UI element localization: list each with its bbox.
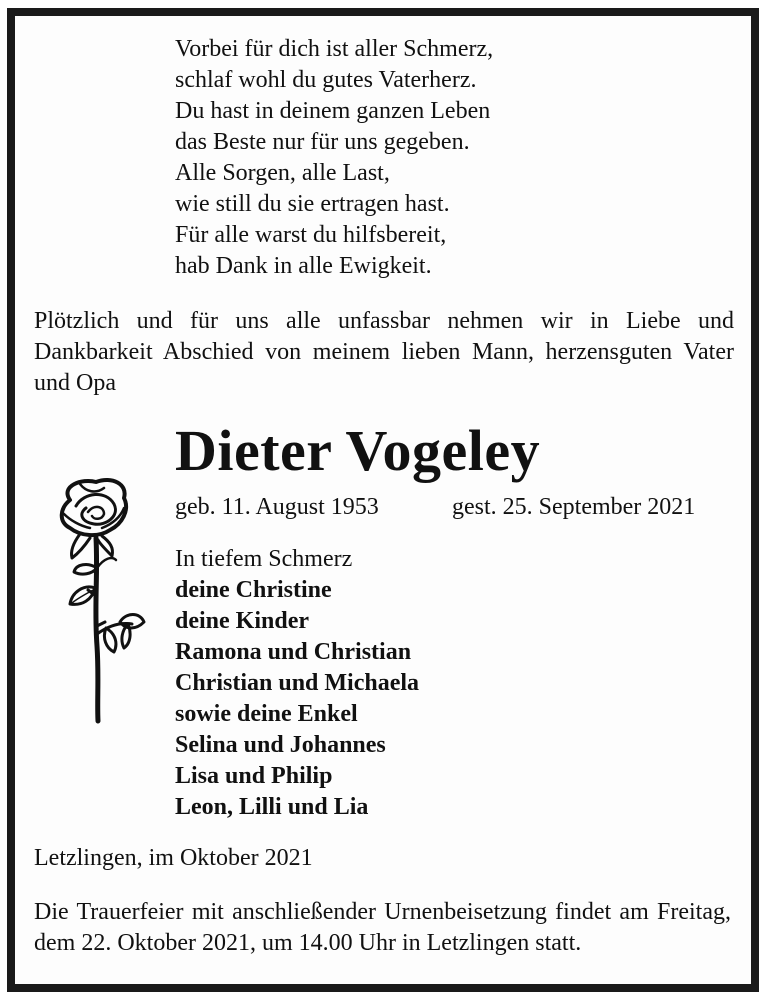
mourners-list	[175, 544, 419, 823]
rose-icon	[40, 476, 150, 726]
mourner-line: Christian und Michaela	[175, 670, 420, 696]
death-date: gest. 25. September 2021	[452, 494, 696, 520]
poem-line: Vorbei für dich ist aller Schmerz,	[175, 36, 494, 62]
poem-line: das Beste nur für uns gegeben.	[175, 129, 470, 155]
mourner-line: deine Christine	[175, 577, 332, 603]
poem-line: hab Dank in alle Ewigkeit.	[175, 253, 432, 279]
mourner-line: Ramona und Christian	[175, 639, 412, 665]
poem-line: schlaf wohl du gutes Vaterherz.	[175, 67, 477, 93]
mourners-heading: In tiefem Schmerz	[175, 546, 353, 572]
poem-line: Für alle warst du hilfsbereit,	[175, 222, 447, 248]
deceased-name: Dieter Vogeley	[175, 418, 541, 483]
poem-line: Alle Sorgen, alle Last,	[175, 160, 390, 186]
poem	[175, 34, 493, 282]
mourner-line: Lisa und Philip	[175, 763, 333, 789]
mourner-line: Leon, Lilli und Lia	[175, 794, 369, 820]
poem-line: wie still du sie ertragen hast.	[175, 191, 450, 217]
mourner-line: sowie deine Enkel	[175, 701, 358, 727]
place-date: Letzlingen, im Oktober 2021	[34, 845, 313, 871]
birth-date: geb. 11. August 1953	[175, 494, 379, 520]
mourner-line: Selina und Johannes	[175, 732, 386, 758]
poem-line: Du hast in deinem ganzen Leben	[175, 98, 491, 124]
mourner-line: deine Kinder	[175, 608, 310, 634]
intro-text: Plötzlich und für uns alle unfassbar nehmen wir in Liebe und Dankbarkeit Abschied von meinem lieben Mann, herzensguten Vater und Opa	[34, 308, 734, 396]
funeral-service-info: Die Trauerfeier mit anschließender Urnenbeisetzung findet am Freitag, dem 22. Oktober 2021, um 14.00 Uhr in Letzlingen statt.	[34, 899, 731, 956]
